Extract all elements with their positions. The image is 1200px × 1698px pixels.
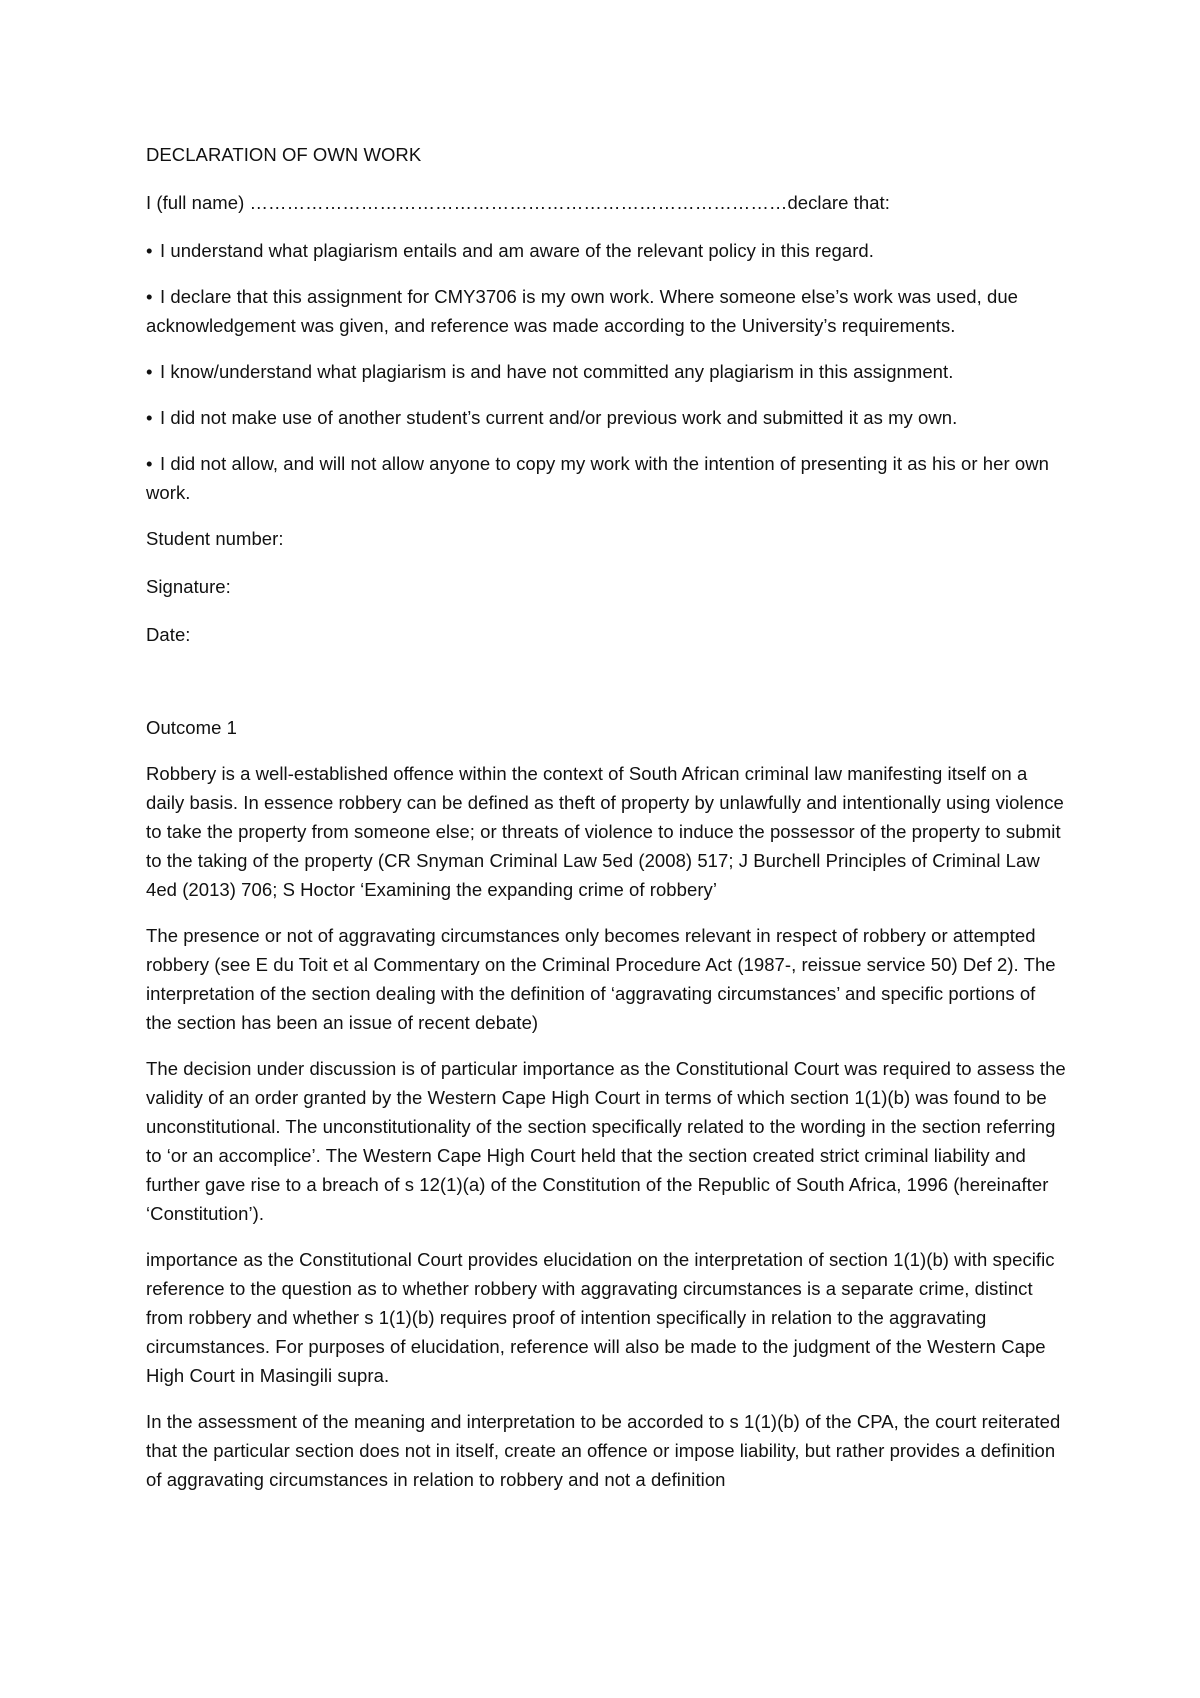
bullet-icon: •	[146, 407, 153, 428]
bullet-icon: •	[146, 286, 153, 307]
bullet-text: I did not allow, and will not allow anyone to copy my work with the intention of presenting it as his or her own work.	[146, 453, 1049, 503]
outcome-heading: Outcome 1	[146, 717, 237, 738]
body-paragraph: Robbery is a well-established offence within the context of South African criminal law manifesting itself on a daily basis. In essence robbery can be defined as theft of property by unlawfully and intentionally using violence to take the property from someone else; or threats of violence to induce the possessor of the property to submit to the taking of the property (CR Snyman Criminal Law 5ed (2008) 517; J Burchell Principles of Criminal Law 4ed (2013) 706; S Hoctor ‘Examining the expanding crime of robbery’	[146, 763, 1064, 900]
body-paragraph: importance as the Constitutional Court provides elucidation on the interpretation of section 1(1)(b) with specific reference to the question as to whether robbery with aggravating circumstances is a separate crime, distinct from robbery and whether s 1(1)(b) requires proof of intention specifically in relation to the aggravating circumstances. For purposes of elucidation, reference will also be made to the judgment of the Western Cape High Court in Masingili supra.	[146, 1249, 1055, 1386]
student-number-label: Student number:	[146, 528, 284, 549]
bullet-text: I understand what plagiarism entails and am aware of the relevant policy in this regard.	[160, 240, 874, 261]
declaration-bullet	[146, 403, 1066, 432]
bullet-icon: •	[146, 240, 153, 261]
full-name-line: I (full name) ……………………………………………………………………………declare that:	[146, 192, 890, 213]
bullet-icon: •	[146, 453, 153, 474]
body-paragraph: The presence or not of aggravating circumstances only becomes relevant in respect of robbery or attempted robbery (see E du Toit et al Commentary on the Criminal Procedure Act (1987-, reissue service 50) Def 2). The interpretation of the section dealing with the definition of ‘aggravating circumstances’ and specific portions of the section has been an issue of recent debate)	[146, 925, 1056, 1033]
document-page	[146, 140, 1066, 1511]
bullet-icon: •	[146, 361, 153, 382]
date-label: Date:	[146, 624, 191, 645]
declaration-bullet	[146, 236, 1066, 265]
declaration-bullet	[146, 449, 1066, 507]
section-spacer	[146, 668, 1066, 713]
bullet-text: I declare that this assignment for CMY3706 is my own work. Where someone else’s work was used, due acknowledgement was given, and reference was made according to the University’s requirements.	[146, 286, 1018, 336]
signature-label: Signature:	[146, 576, 231, 597]
bullet-text: I know/understand what plagiarism is and have not committed any plagiarism in this assignment.	[160, 361, 954, 382]
bullet-text: I did not make use of another student’s current and/or previous work and submitted it as my own.	[160, 407, 958, 428]
declaration-bullet	[146, 282, 1066, 340]
declaration-title: DECLARATION OF OWN WORK	[146, 144, 422, 165]
body-paragraph: The decision under discussion is of particular importance as the Constitutional Court was required to assess the validity of an order granted by the Western Cape High Court in terms of which section 1(1)(b) was found to be unconstitutional. The unconstitutionality of the section specifically related to the wording in the section referring to ‘or an accomplice’. The Western Cape High Court held that the section created strict criminal liability and further gave rise to a breach of s 12(1)(a) of the Constitution of the Republic of South Africa, 1996 (hereinafter ‘Constitution’).	[146, 1058, 1066, 1224]
body-paragraph: In the assessment of the meaning and interpretation to be accorded to s 1(1)(b) of the CPA, the court reiterated that the particular section does not in itself, create an offence or impose liability, but rather provides a definition of aggravating circumstances in relation to robbery and not a definition	[146, 1411, 1061, 1490]
declaration-bullet	[146, 357, 1066, 386]
